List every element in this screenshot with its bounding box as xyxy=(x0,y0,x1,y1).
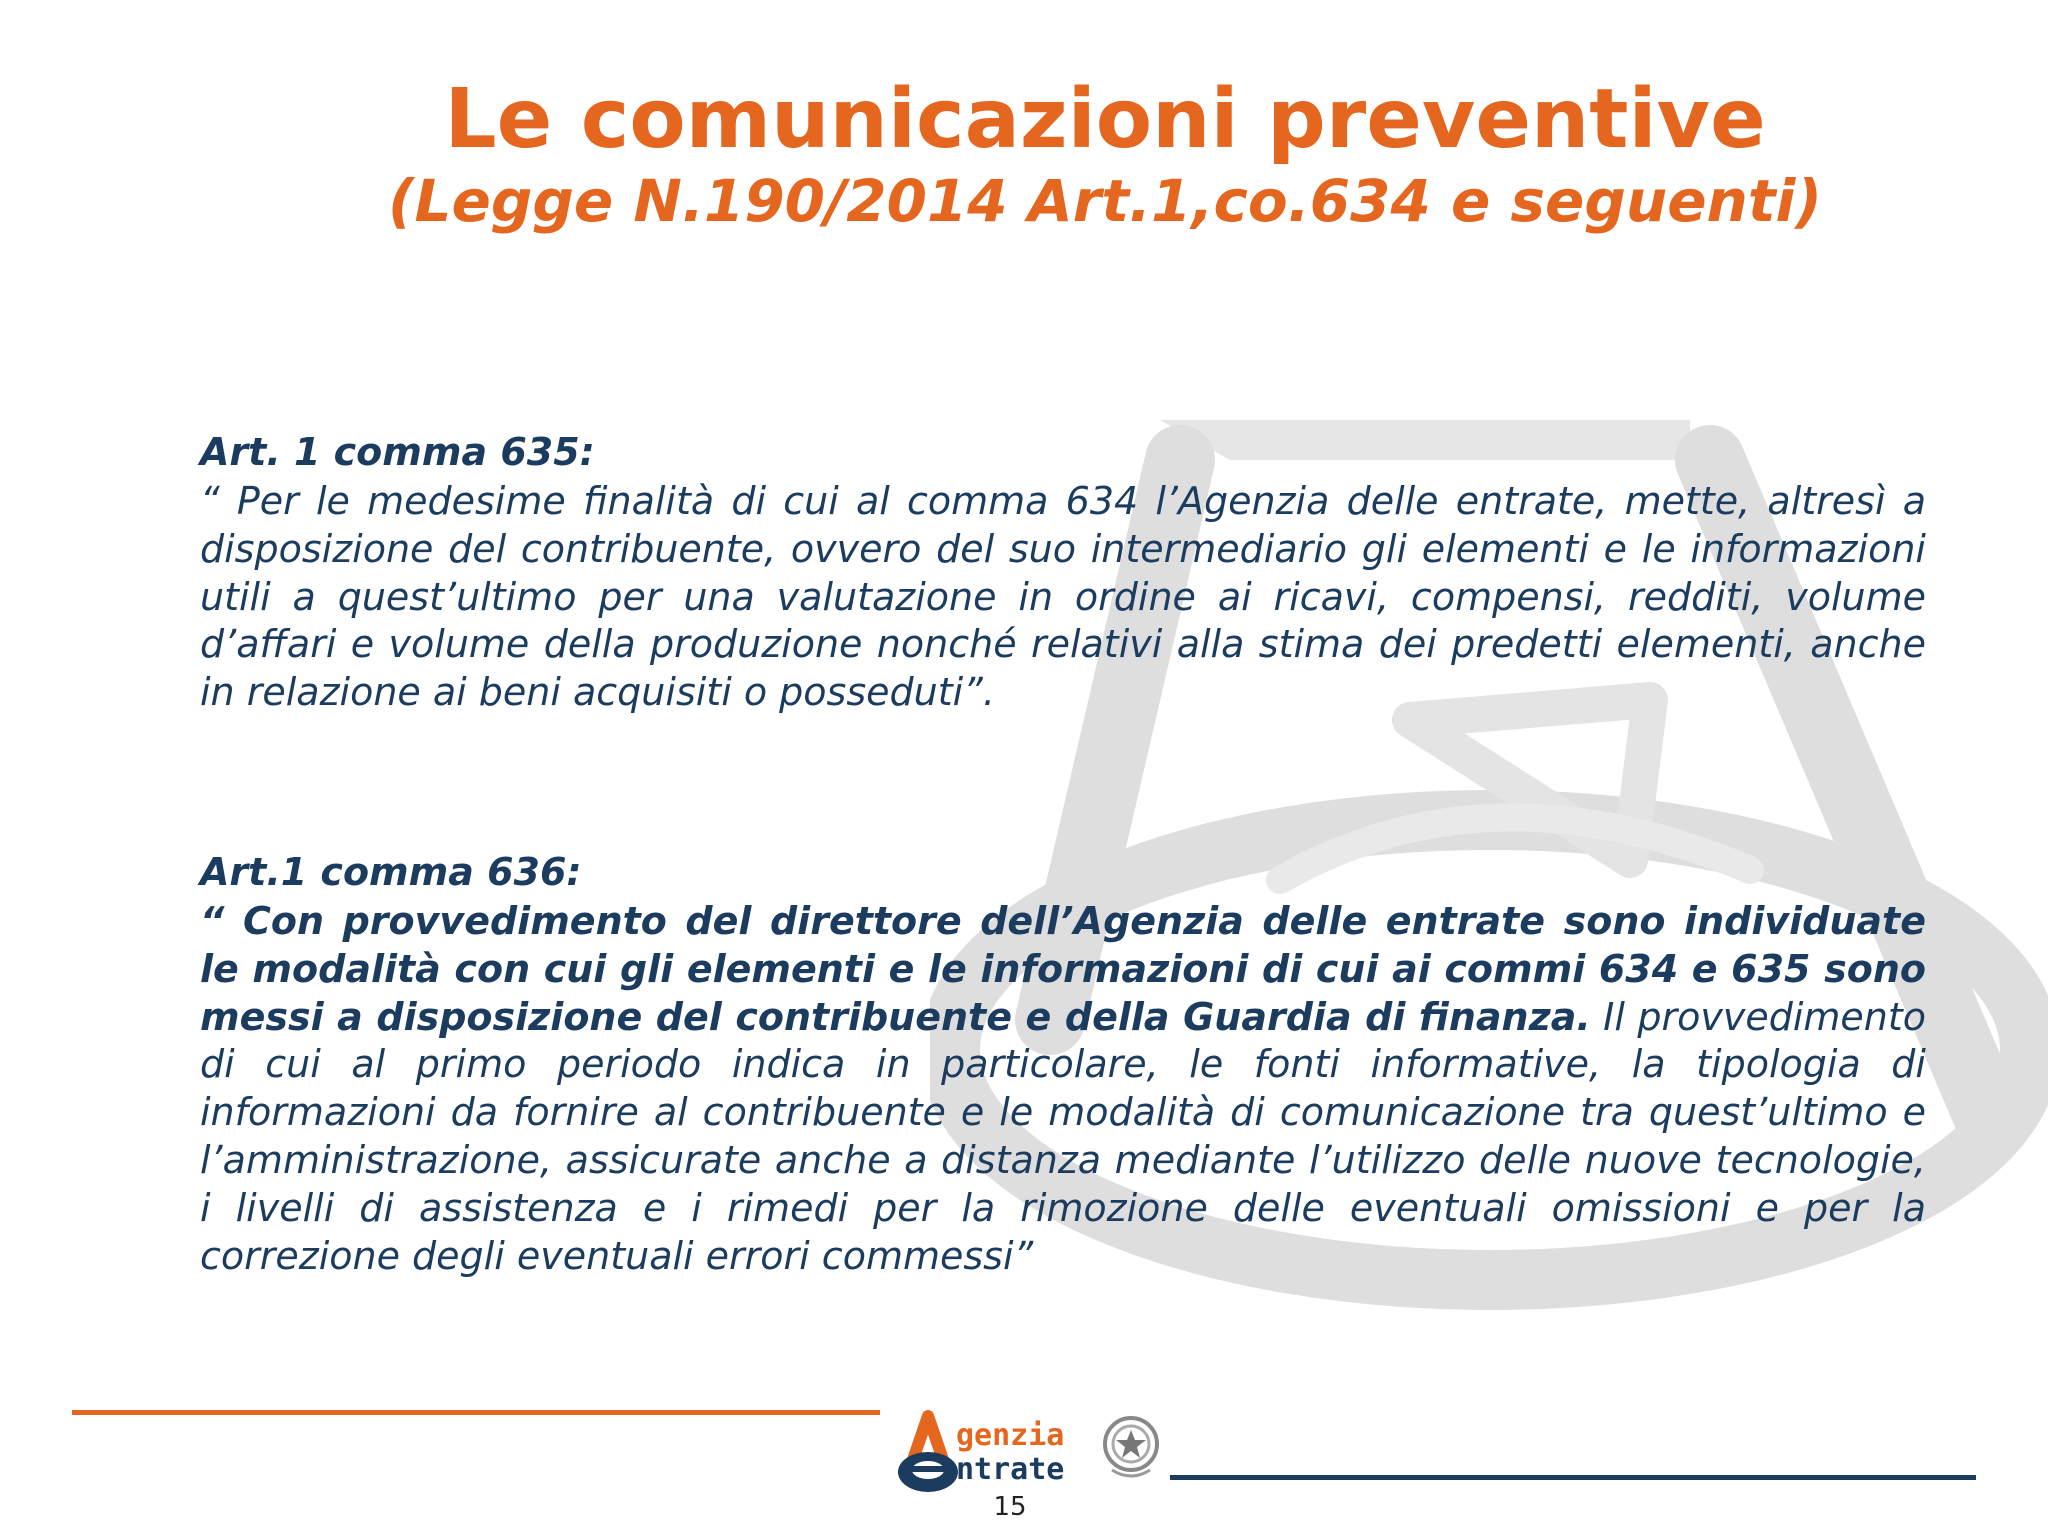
logo-text-entrate: ntrate xyxy=(956,1452,1065,1487)
logo-text-agenzia: genzia xyxy=(956,1418,1065,1453)
section-body: Il provvedimento di cui al primo periodo indica in particolare, le fonti informative, la tipologia di informazioni da fornire al contribuente e le modalità di comunicazione tra quest’ultimo e l’amministrazione, assicurate anche a distanza mediante l’utilizzo delle nuove tecnologie, i livelli di assistenza e i rimedi per la rimozione delle eventuali omissioni e per la correzione degli eventuali errori commessi” xyxy=(200,994,1927,1278)
republic-emblem-icon xyxy=(1100,1412,1162,1482)
agenzia-a-icon xyxy=(892,1410,964,1500)
footer-orange-rule xyxy=(72,1410,880,1415)
section-body: “ Per le medesime finalità di cui al comma 634 l’Agenzia delle entrate, mette, altresì a disposizione del contribuente, ovvero del suo intermediario gli elementi e le informazioni utili a quest’ultimo per una valutazione in ordine ai ricavi, compensi, redditi, volume d’affari e volume della produzione nonché relativi alla stima dei predetti elementi, anche in relazione ai beni acquisiti o posseduti”. xyxy=(200,479,1926,715)
slide-subtitle: (Legge N.190/2014 Art.1,co.634 e seguenti) xyxy=(388,167,1822,235)
section-comma-636 xyxy=(200,848,1926,1280)
footer-blue-rule xyxy=(1170,1475,1976,1480)
section-heading: Art.1 comma 636: xyxy=(200,850,582,894)
page-number: 15 xyxy=(993,1492,1027,1522)
section-comma-635 xyxy=(200,428,1926,717)
section-bold-text: “ Con provvedimento del direttore dell’Agenzia delle entrate sono individuate le modalità con cui gli elementi e le informazioni di cui ai commi 634 e 635 sono messi a disposizione del contribuente e della Guardia di finanza. xyxy=(200,899,1926,1039)
section-heading: Art. 1 comma 635: xyxy=(200,430,595,474)
slide-title: Le comunicazioni preventive xyxy=(444,72,1766,167)
section-text xyxy=(200,478,1926,717)
section-text xyxy=(200,898,1926,1280)
agenzia-entrate-logo xyxy=(892,1410,1162,1500)
